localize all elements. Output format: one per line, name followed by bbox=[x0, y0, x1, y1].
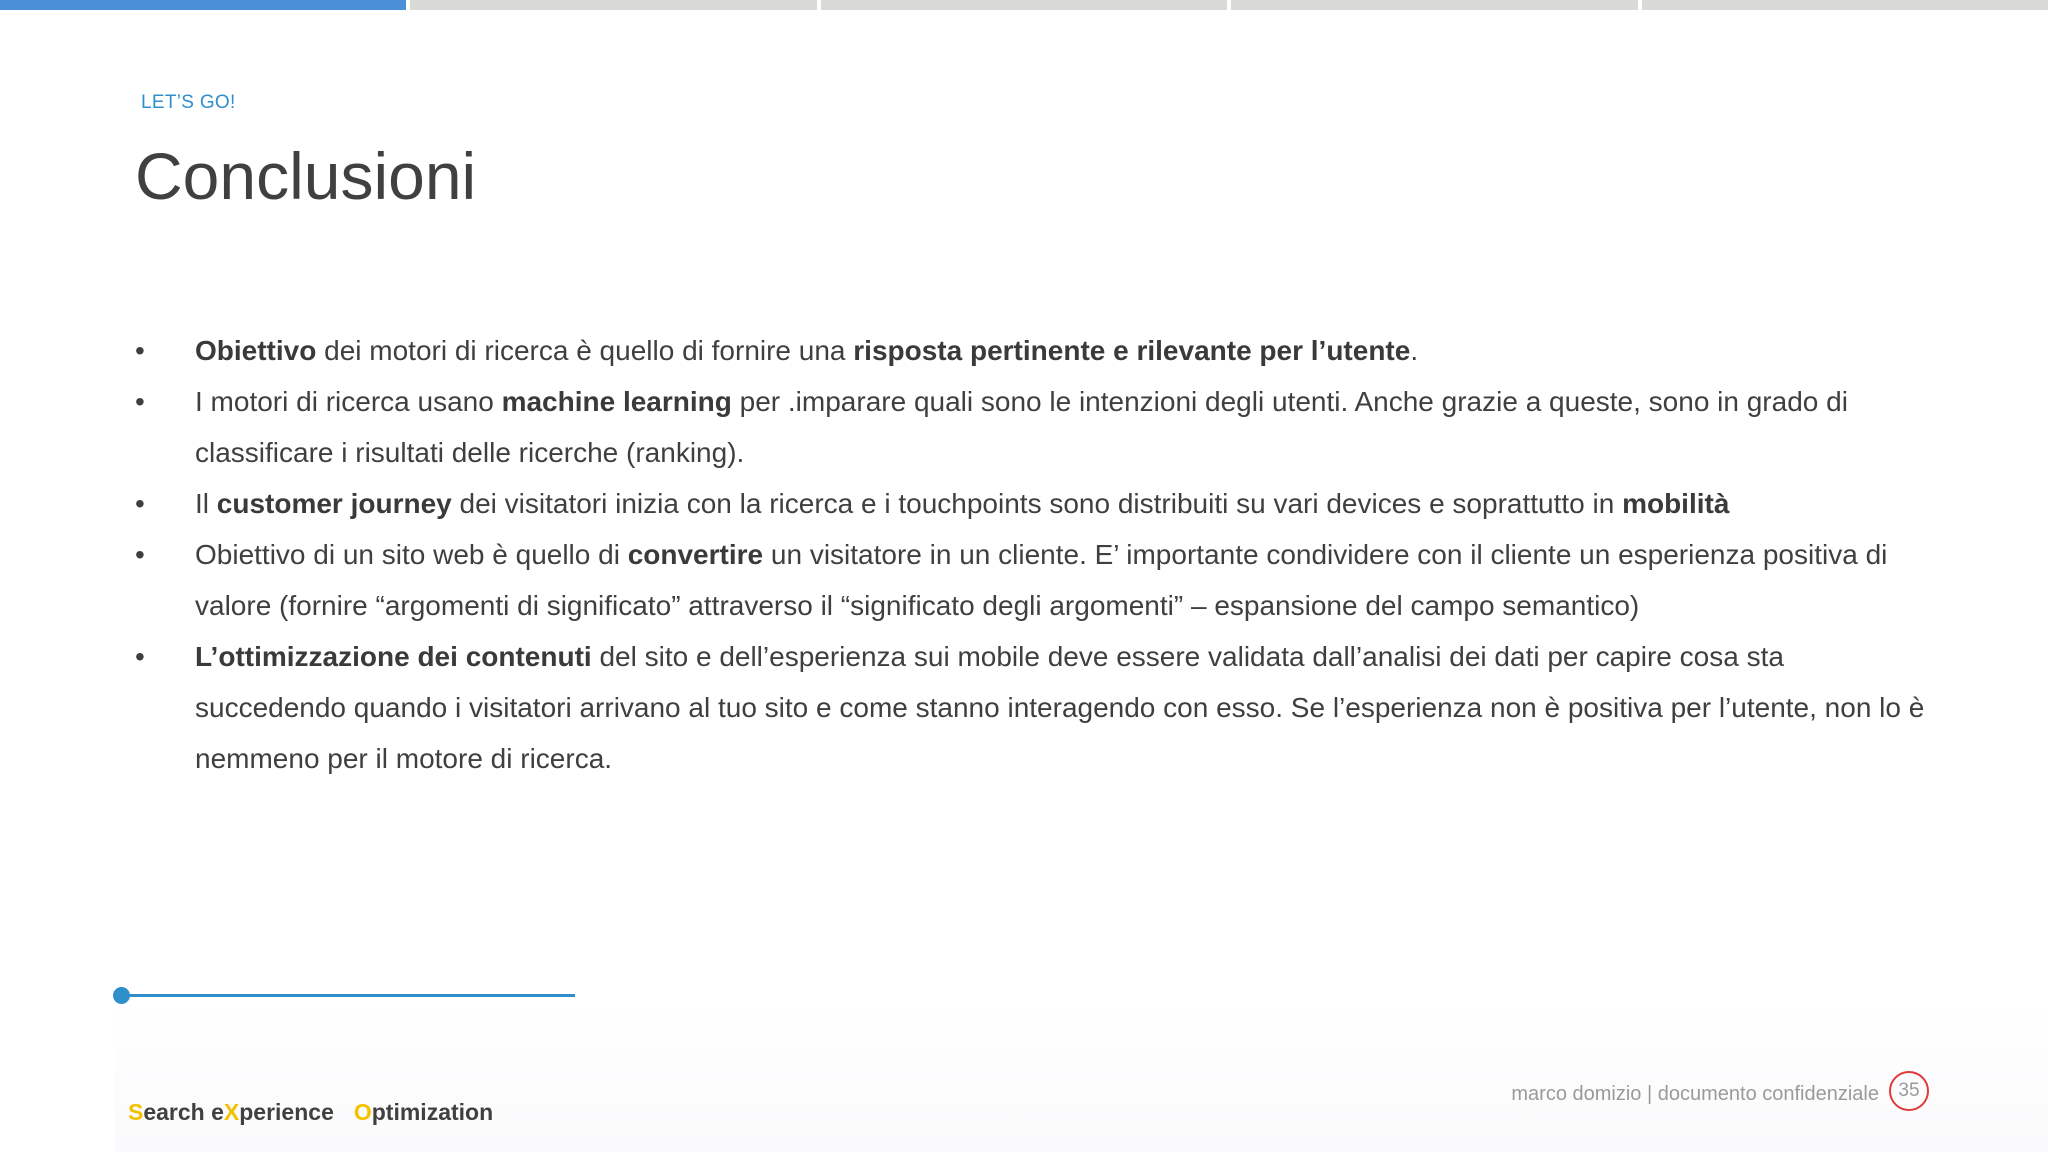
bullet-text: . bbox=[1410, 335, 1419, 366]
timeline-dot-icon bbox=[113, 987, 130, 1004]
bullet-list bbox=[135, 325, 1925, 784]
bullet-bold-text: risposta pertinente e rilevante per l’utente bbox=[853, 335, 1411, 366]
bullet-icon: • bbox=[135, 335, 145, 366]
brand-text: ptimization bbox=[371, 1099, 494, 1125]
progress-segment-3[interactable] bbox=[821, 0, 1227, 10]
brand-letter: O bbox=[353, 1099, 372, 1125]
bullet-bold-text: Obiettivo bbox=[195, 335, 317, 366]
bullet-text: del sito e dell’esperienza sui mobile deve essere validata dall’analisi dei dati per capire cosa sta succedendo quando i visitatori arrivano al tuo sito e come stanno interagendo con esso. Se l’esperienza non è positiva per l’utente, non lo è nemmeno per il motore di ricerca. bbox=[195, 641, 1925, 774]
bullet-item bbox=[135, 325, 1925, 376]
bullet-text: dei visitatori inizia con la ricerca e i touchpoints sono distribuiti su vari devices e soprattutto in bbox=[451, 488, 1623, 519]
bullet-icon: • bbox=[135, 539, 145, 570]
progress-segment-4[interactable] bbox=[1231, 0, 1637, 10]
timeline-line bbox=[121, 994, 575, 997]
brand-letter: X bbox=[223, 1099, 240, 1125]
brand-text: perience bbox=[239, 1099, 334, 1125]
bullet-item bbox=[135, 529, 1925, 631]
bullet-bold-text: convertire bbox=[627, 539, 764, 570]
bullet-text: Il bbox=[195, 488, 217, 519]
timeline-decoration bbox=[113, 985, 575, 1005]
brand-logo bbox=[128, 1099, 493, 1126]
brand-text: earch e bbox=[143, 1099, 224, 1125]
bullet-item bbox=[135, 478, 1925, 529]
progress-segment-1[interactable] bbox=[0, 0, 406, 10]
bullet-text: dei motori di ricerca è quello di fornire una bbox=[316, 335, 854, 366]
bullet-bold-text: mobilità bbox=[1622, 488, 1730, 519]
progress-segment-2[interactable] bbox=[410, 0, 816, 10]
bullet-bold-text: L’ottimizzazione dei contenuti bbox=[195, 641, 592, 672]
bullet-bold-text: customer journey bbox=[216, 488, 452, 519]
bullet-icon: • bbox=[135, 488, 145, 519]
bullet-bold-text: machine learning bbox=[501, 386, 732, 417]
progress-segment-5[interactable] bbox=[1642, 0, 2048, 10]
brand-letter: S bbox=[128, 1099, 144, 1125]
section-kicker: LET’S GO! bbox=[141, 92, 236, 113]
bullet-text: per .imparare quali sono le intenzioni degli utenti. Anche grazie a queste, sono in grado di classificare i risultati delle ricerche (ranking). bbox=[195, 386, 1848, 468]
bullet-text: I motori di ricerca usano bbox=[195, 386, 502, 417]
bullet-icon: • bbox=[135, 386, 145, 417]
footer-background bbox=[115, 1000, 2048, 1152]
bullet-item bbox=[135, 631, 1925, 784]
page-number-badge: 35 bbox=[1889, 1071, 1929, 1111]
slide-progress-bar bbox=[0, 0, 2048, 10]
bullet-text: Obiettivo di un sito web è quello di bbox=[195, 539, 628, 570]
bullet-text: un visitatore in un cliente. E’ importante condividere con il cliente un esperienza positiva di valore (fornire “argomenti di significato” attraverso il “significato degli argomenti” – espansione del campo semantico) bbox=[195, 539, 1888, 621]
bullet-item bbox=[135, 376, 1925, 478]
confidential-note: marco domizio | documento confidenziale bbox=[1511, 1083, 1879, 1105]
bullet-icon: • bbox=[135, 641, 145, 672]
slide-title: Conclusioni bbox=[135, 139, 477, 213]
